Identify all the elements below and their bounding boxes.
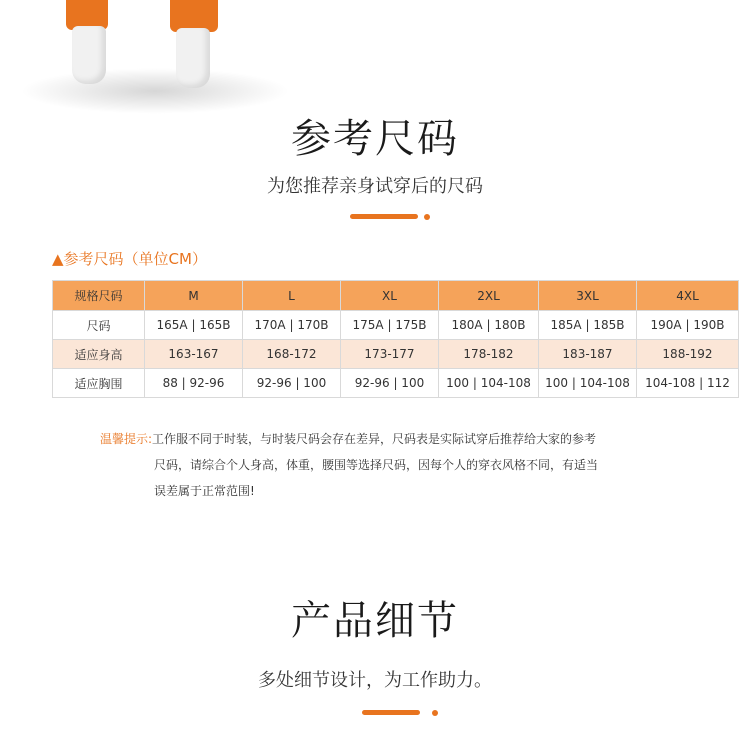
row-label: 尺码 xyxy=(53,311,145,340)
column-header: M xyxy=(145,281,243,311)
table-cell: 170A | 170B xyxy=(243,311,341,340)
table-cell: 190A | 190B xyxy=(637,311,739,340)
divider-dot xyxy=(432,710,438,716)
column-header: 4XL xyxy=(637,281,739,311)
boot-right xyxy=(176,28,210,88)
photo-shadow xyxy=(20,68,290,114)
note-text-1: 工作服不同于时装，与时装尺码会存在差异，尺码表是实际试穿后推荐给大家的参考 xyxy=(152,432,597,446)
table-row xyxy=(53,311,739,340)
table-header-row xyxy=(53,281,739,311)
note-line-3: 误差属于正常范围! xyxy=(154,484,255,498)
boot-left xyxy=(72,26,106,84)
table-cell: 168-172 xyxy=(243,340,341,369)
divider-bar xyxy=(362,710,420,715)
size-section-subtitle: 为您推荐亲身试穿后的尺码 xyxy=(267,176,483,197)
table-caption: ▲参考尺码（单位CM） xyxy=(52,250,207,268)
table-cell: 188-192 xyxy=(637,340,739,369)
table-cell: 92-96 | 100 xyxy=(341,369,439,398)
divider-bar xyxy=(350,214,418,219)
table-cell: 183-187 xyxy=(539,340,637,369)
table-cell: 165A | 165B xyxy=(145,311,243,340)
detail-title-divider xyxy=(362,710,444,715)
table-cell: 163-167 xyxy=(145,340,243,369)
size-section-title: 参考尺码 xyxy=(291,116,459,162)
column-header: L xyxy=(243,281,341,311)
table-cell: 185A | 185B xyxy=(539,311,637,340)
table-cell: 100 | 104-108 xyxy=(439,369,539,398)
row-label: 适应身高 xyxy=(53,340,145,369)
table-cell: 100 | 104-108 xyxy=(539,369,637,398)
product-photo xyxy=(0,0,750,112)
note-line-1 xyxy=(100,426,700,452)
column-header: XL xyxy=(341,281,439,311)
table-cell: 178-182 xyxy=(439,340,539,369)
note-label: 温馨提示: xyxy=(100,432,153,446)
table-cell: 173-177 xyxy=(341,340,439,369)
detail-section-subtitle: 多处细节设计，为工作助力。 xyxy=(258,670,492,691)
divider-dot xyxy=(424,214,430,220)
detail-section-title: 产品细节 xyxy=(291,598,459,644)
table-row xyxy=(53,369,739,398)
size-note xyxy=(100,426,700,504)
note-line-2: 尺码，请综合个人身高，体重，腰围等选择尺码，因每个人的穿衣风格不同，有适当 xyxy=(154,458,599,472)
size-chart-table xyxy=(52,280,739,398)
column-header: 规格尺码 xyxy=(53,281,145,311)
table-cell: 88 | 92-96 xyxy=(145,369,243,398)
table-cell: 104-108 | 112 xyxy=(637,369,739,398)
column-header: 3XL xyxy=(539,281,637,311)
size-title-divider xyxy=(350,214,432,219)
table-cell: 180A | 180B xyxy=(439,311,539,340)
column-header: 2XL xyxy=(439,281,539,311)
row-label: 适应胸围 xyxy=(53,369,145,398)
table-cell: 92-96 | 100 xyxy=(243,369,341,398)
table-row xyxy=(53,340,739,369)
table-cell: 175A | 175B xyxy=(341,311,439,340)
